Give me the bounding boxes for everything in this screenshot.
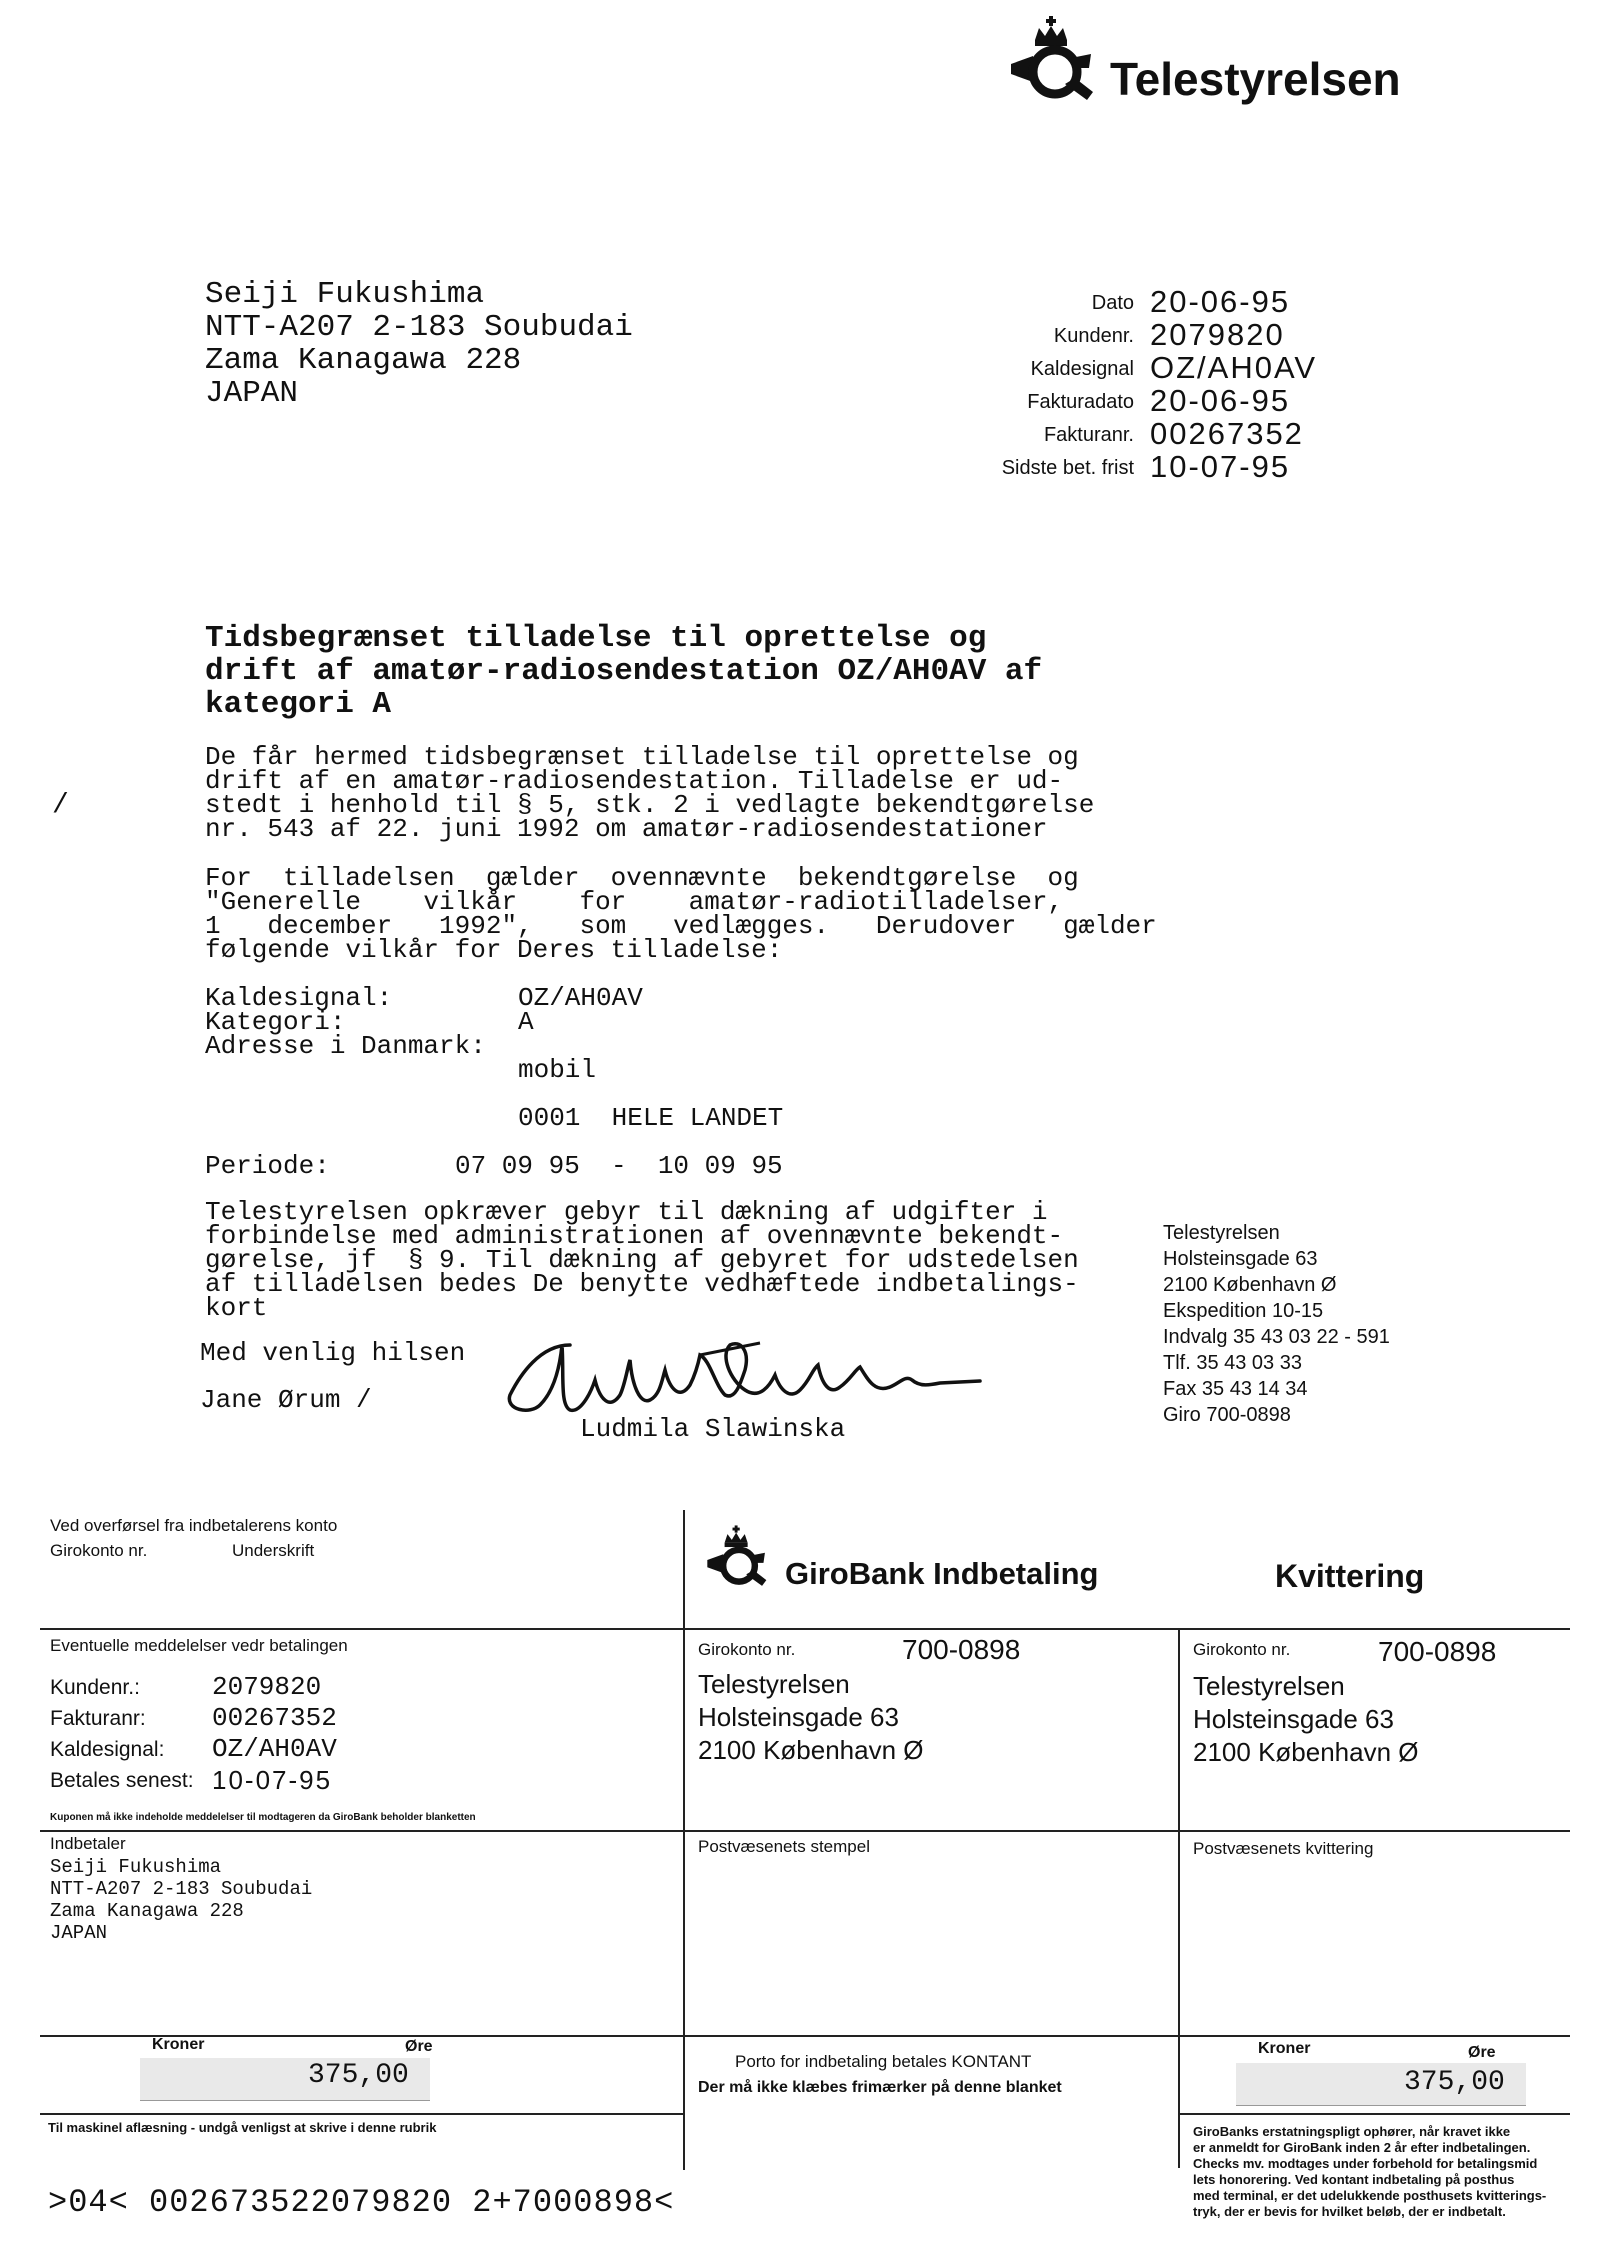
margin-mark: /	[52, 790, 69, 821]
paragraph-fee	[205, 1197, 1079, 1323]
kvittering-title: Kvittering	[1275, 1558, 1425, 1594]
signer-name: Jane Ørum /	[200, 1385, 372, 1415]
giro-recipient	[1193, 1670, 1419, 1769]
giro-value: 700-0898	[902, 1634, 1021, 1665]
kvittering-label: Postvæsenets kvittering	[1193, 1839, 1374, 1858]
messages-heading: Eventuelle meddelelser vedr betalingen	[50, 1636, 348, 1655]
body-line: Telestyrelsen opkræver gebyr til dækning af udgifter i	[205, 1197, 1048, 1227]
info-row	[0, 317, 1609, 351]
girobank-title: GiroBank Indbetaling	[785, 1556, 1099, 1591]
body-line: De får hermed tidsbegrænset tilladelse til oprettelse og	[205, 742, 1079, 772]
recipient-line: 2100 København Ø	[698, 1735, 924, 1765]
ocr-line: >04< 002673522079820 2+7000898<	[48, 2184, 675, 2221]
giro-value: 700-0898	[1378, 1636, 1497, 1667]
form-divider	[40, 2035, 1570, 2037]
kaldesignal-value: OZ/AH0AV	[518, 983, 643, 1013]
stempel-label: Postvæsenets stempel	[698, 1837, 870, 1856]
info-label: Kundenr.	[1053, 325, 1134, 347]
fine-line: GiroBanks erstatningspligt ophører, når kravet ikke	[1193, 2124, 1511, 2139]
machine-note: Til maskinel aflæsning - undgå venligst at skrive i denne rubrik	[48, 2120, 437, 2135]
info-row	[0, 350, 1609, 384]
recipient-line: Telestyrelsen	[698, 1669, 850, 1699]
payer-line: JAPAN	[50, 1922, 108, 1944]
kaldesignal-value: OZ/AH0AV	[212, 1734, 337, 1764]
fakturanr-label: Fakturanr:	[50, 1707, 146, 1730]
kundenr-value: 2079820	[212, 1672, 322, 1702]
info-label: Kaldesignal	[1030, 358, 1134, 380]
paragraph-conditions	[205, 863, 1157, 965]
title-line: drift af amatør-radiosendestation OZ/AH0AV af	[205, 654, 1043, 689]
contact-line: Indvalg 35 43 03 22 - 591	[1163, 1326, 1390, 1348]
contact-line: Holsteinsgade 63	[1163, 1248, 1318, 1270]
body-line: kort	[205, 1293, 268, 1323]
crown-posthorn-logo-icon	[700, 1524, 778, 1596]
underskrift-label: Underskrift	[232, 1541, 315, 1560]
paragraph-grant	[205, 742, 1095, 844]
contact-line: Tlf. 35 43 03 33	[1163, 1352, 1302, 1374]
info-label: Fakturadato	[1027, 391, 1134, 413]
permit-title	[205, 622, 1042, 721]
giro-label: Girokonto nr.	[698, 1640, 796, 1659]
recipient-line: 2100 København Ø	[1193, 1737, 1419, 1767]
amount-value: 375,00	[308, 2060, 409, 2091]
kroner-label: Kroner	[1258, 2040, 1311, 2057]
address-line: JAPAN	[205, 376, 299, 411]
kaldesignal-label: Kaldesignal:	[50, 1738, 165, 1761]
body-line: stedt i henhold til § 5, stk. 2 i vedlagte bekendtgørelse	[205, 790, 1095, 820]
body-line: af tilladelsen bedes De benytte vedhæftede indbetalings-	[205, 1269, 1079, 1299]
contact-line: Telestyrelsen	[1163, 1222, 1280, 1244]
title-line: Tidsbegrænset tilladelse til oprettelse og	[205, 621, 987, 656]
info-label: Fakturanr.	[1043, 424, 1134, 446]
zone-text: 0001 HELE LANDET	[518, 1103, 784, 1133]
porto-line: Porto for indbetaling betales KONTANT	[735, 2052, 1032, 2071]
body-line: For tilladelsen gælder ovennævnte bekendtgørelse og	[205, 863, 1079, 893]
contact-line: 2100 København Ø	[1163, 1274, 1337, 1296]
address-line: NTT-A207 2-183 Soubudai	[205, 310, 633, 345]
ore-label: Øre	[1468, 2044, 1496, 2061]
indbetaler-label: Indbetaler	[50, 1834, 126, 1853]
body-line: drift af en amatør-radiosendestation. Tilladelse er ud-	[205, 766, 1064, 796]
title-line: kategori A	[205, 687, 392, 722]
body-line: nr. 543 af 22. juni 1992 om amatør-radiosendestationer	[205, 814, 1048, 844]
info-value: 2079820	[1150, 317, 1285, 352]
periode-value: 07 09 95 - 10 09 95	[455, 1151, 783, 1181]
form-divider	[683, 1510, 685, 2170]
porto-line: Der må ikke klæbes frimærker på denne blanket	[698, 2079, 1062, 2096]
info-value: 00267352	[1150, 416, 1304, 451]
payer-line: Zama Kanagawa 228	[50, 1900, 244, 1922]
payer-line: Seiji Fukushima	[50, 1856, 222, 1878]
kundenr-label: Kundenr.:	[50, 1676, 140, 1699]
fine-line: lets honorering. Ved kontant indbetaling på posthus	[1193, 2172, 1515, 2187]
recipient-line: Telestyrelsen	[1193, 1671, 1345, 1701]
contact-line: Ekspedition 10-15	[1163, 1300, 1324, 1322]
info-value: OZ/AH0AV	[1150, 350, 1318, 385]
info-value: 20-06-95	[1150, 383, 1291, 418]
info-label: Sidste bet. frist	[1001, 457, 1134, 479]
periode-label: Periode:	[205, 1151, 330, 1181]
contact-line: Fax 35 43 14 34	[1163, 1378, 1308, 1400]
amount-value: 375,00	[1404, 2067, 1505, 2098]
coupon-note: Kuponen må ikke indeholde meddelelser til modtageren da GiroBank beholder blanketten	[50, 1812, 476, 1823]
payer-line: NTT-A207 2-183 Soubudai	[50, 1878, 313, 1900]
form-divider	[40, 2113, 683, 2115]
girokonto-label: Girokonto nr.	[50, 1541, 148, 1560]
recipient-line: Holsteinsgade 63	[698, 1702, 899, 1732]
betales-label: Betales senest:	[50, 1769, 194, 1792]
form-divider	[683, 1830, 1570, 1832]
crown-posthorn-logo-icon	[1005, 14, 1105, 114]
signer-name: Ludmila Slawinska	[580, 1414, 846, 1444]
kategori-label: Kategori:	[205, 1007, 346, 1037]
fine-line: er anmeldt for GiroBank inden 2 år efter indbetalingen.	[1193, 2140, 1531, 2155]
address-line: Seiji Fukushima	[205, 277, 485, 312]
kategori-value: A	[518, 1007, 534, 1037]
body-line: 1 december 1992", som vedlægges. Derudover gælder	[205, 911, 1157, 941]
form-divider	[40, 1628, 1570, 1630]
body-line: forbindelse med administrationen af ovennævnte bekendt-	[205, 1221, 1064, 1251]
info-value: 10-07-95	[1150, 449, 1291, 484]
invoice-info	[0, 284, 1609, 504]
body-line: "Generelle vilkår for amatør-radiotilladelser,	[205, 887, 1064, 917]
body-line: gørelse, jf § 9. Til dækning af gebyret for udstedelsen	[205, 1245, 1079, 1275]
info-label: Dato	[1091, 292, 1134, 314]
fine-print	[1193, 2124, 1546, 2220]
contact-block	[1163, 1220, 1390, 1428]
mobil-text: mobil	[518, 1055, 597, 1085]
kroner-label: Kroner	[152, 2036, 205, 2053]
fine-line: tryk, der er bevis for hvilket beløb, der er indbetalt.	[1193, 2204, 1506, 2219]
form-divider	[1178, 2113, 1570, 2115]
kaldesignal-label: Kaldesignal:	[205, 983, 393, 1013]
recipient-line: Holsteinsgade 63	[1193, 1704, 1394, 1734]
form-divider	[40, 1830, 683, 1832]
fine-line: Checks mv. modtages under forbehold for betalingsmid	[1193, 2156, 1538, 2171]
info-value: 20-06-95	[1150, 284, 1291, 319]
ore-label: Øre	[405, 2038, 433, 2055]
giro-label: Girokonto nr.	[1193, 1640, 1291, 1659]
giro-recipient	[698, 1668, 924, 1767]
address-line: Zama Kanagawa 228	[205, 343, 522, 378]
payer-address	[50, 1856, 312, 1944]
info-row	[0, 449, 1609, 483]
betales-value: 10-07-95	[212, 1765, 333, 1795]
greeting: Med venlig hilsen	[200, 1338, 466, 1368]
brand-title: Telestyrelsen	[1110, 53, 1401, 105]
adresse-label: Adresse i Danmark:	[205, 1031, 486, 1061]
contact-line: Giro 700-0898	[1163, 1404, 1291, 1426]
girobank-logo	[700, 1524, 778, 1596]
info-row	[0, 284, 1609, 318]
info-row	[0, 416, 1609, 450]
info-row	[0, 383, 1609, 417]
body-line: følgende vilkår for Deres tilladelse:	[205, 935, 783, 965]
form-divider	[1178, 1628, 1180, 2168]
transfer-heading: Ved overførsel fra indbetalerens konto	[50, 1516, 338, 1535]
header-logo	[1005, 14, 1105, 114]
fine-line: med terminal, er det udelukkende posthusets kvitterings-	[1193, 2188, 1547, 2203]
fakturanr-value: 00267352	[212, 1703, 337, 1733]
